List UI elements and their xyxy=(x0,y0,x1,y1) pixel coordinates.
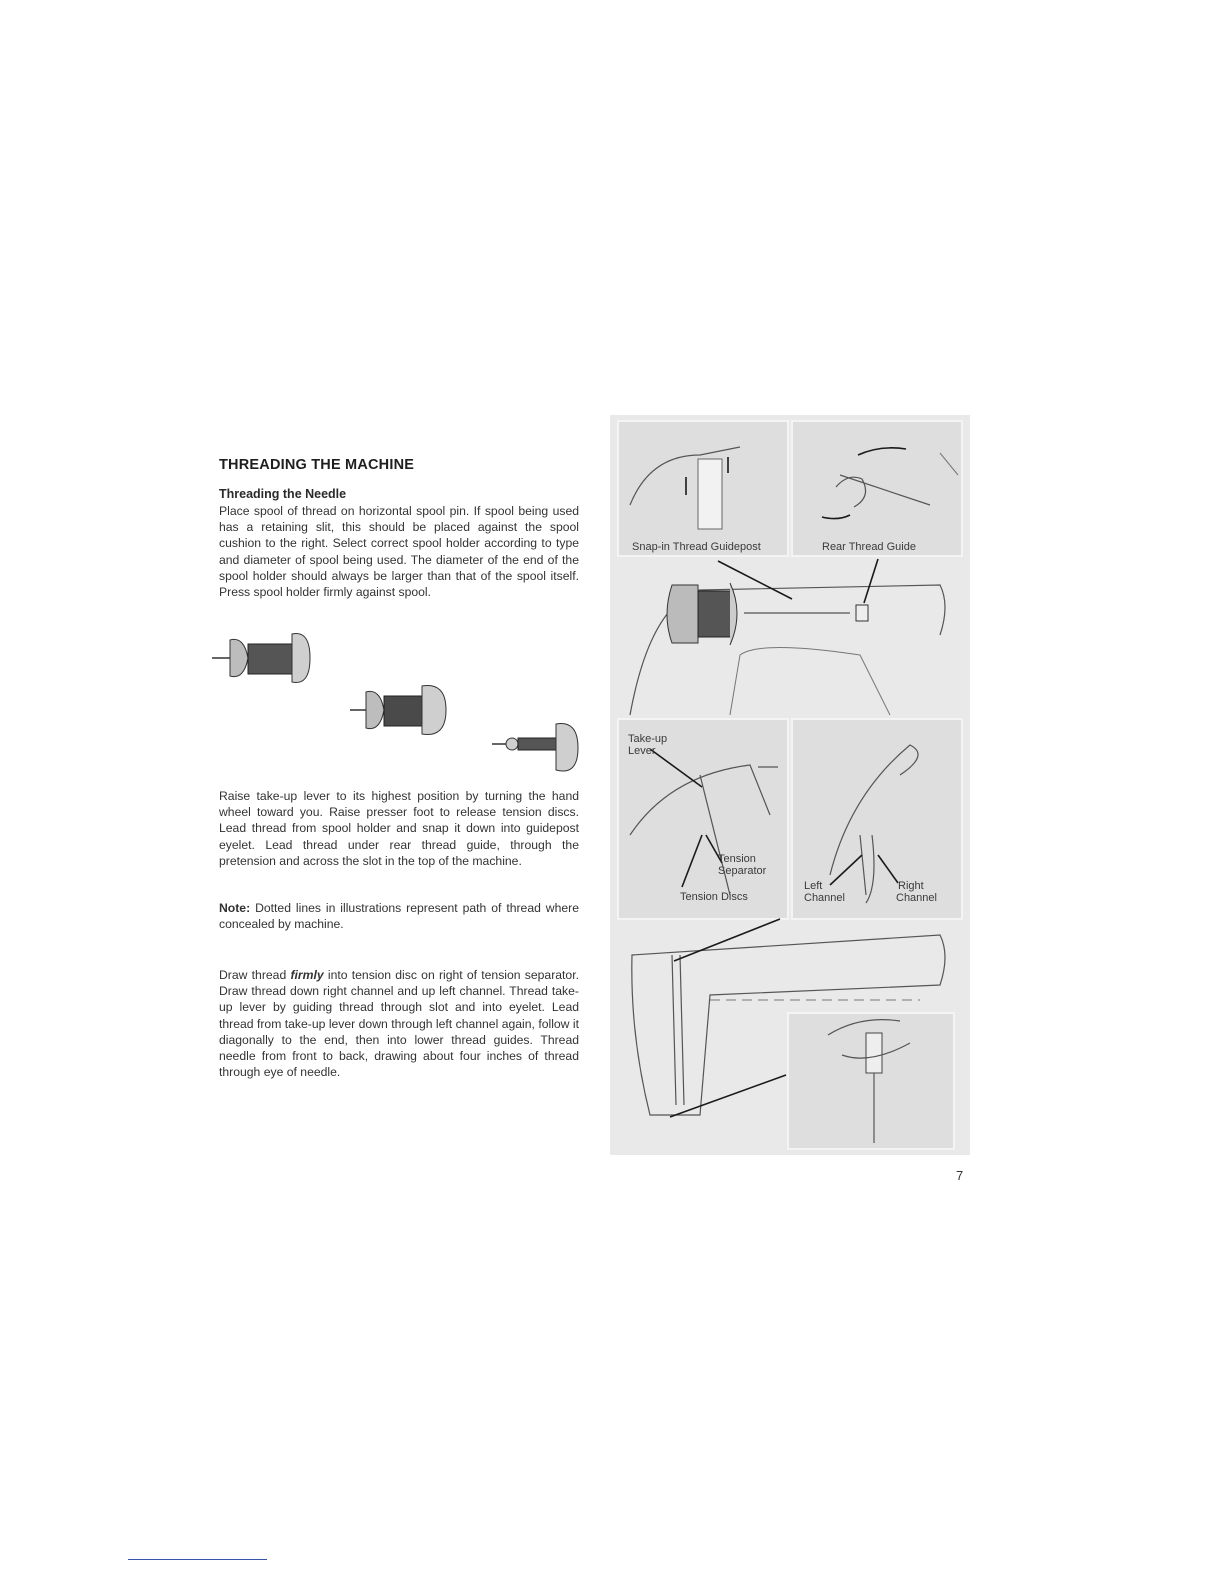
right-channel-label-line2: Channel xyxy=(896,892,937,904)
small-spool-holder-icon xyxy=(492,724,578,772)
spool-instructions-paragraph: Place spool of thread on horizontal spool pin. If spool being used has a retaining slit, this should be placed against the spool cushion to the right. Select correct spool holder according to type and diameter of spool being used. The diameter of the end of the spool holder should always be larger than that of the spool itself. Press spool holder firmly against spool. xyxy=(219,504,579,600)
large-spool-holder-icon xyxy=(212,634,310,683)
needle-text-before: Draw thread xyxy=(219,968,291,982)
needle-instructions-paragraph xyxy=(219,967,579,1080)
rear-guide-panel xyxy=(792,421,962,556)
section-heading: THREADING THE MACHINE xyxy=(219,457,415,473)
left-channel-label-line2: Channel xyxy=(804,892,845,904)
right-channel-label-line1: Right xyxy=(898,880,924,892)
note-label: Note: xyxy=(219,901,251,915)
tension-separator-label-line1: Tension xyxy=(718,853,756,865)
tension-discs-label: Tension Discs xyxy=(680,891,748,903)
left-channel-label-line1: Left xyxy=(804,880,823,892)
tension-separator-label-line2: Separator xyxy=(718,865,767,877)
page-number: 7 xyxy=(956,1168,964,1183)
threading-illustration xyxy=(610,415,970,1155)
takeup-instructions-paragraph: Raise take-up lever to its highest position by turning the hand wheel toward you. Raise presser foot to release tension discs. Lead thread from spool holder and snap it down into guidepost eyelet. Lead thread under rear thread guide, through the pretension and across the slot in the top of the machine. xyxy=(219,789,579,868)
guidepost-panel xyxy=(618,421,788,556)
spool-holder-illustrations xyxy=(210,630,590,780)
takeup-label-line1: Take-up xyxy=(628,733,668,745)
subsection-heading: Threading the Needle xyxy=(219,487,347,501)
note-paragraph xyxy=(219,900,579,932)
guidepost-label: Snap-in Thread Guidepost xyxy=(632,541,761,553)
firmly-emphasis: firmly xyxy=(290,968,324,982)
medium-spool-holder-icon xyxy=(350,686,446,735)
rear-guide-label: Rear Thread Guide xyxy=(822,541,916,553)
needle-text-after: into tension disc on right of tension separator. Draw thread down right channel and up left channel. Thread take-up lever by guiding thread through slot and into eyelet. Lead thread from take-up lever down through left channel again, follow it diagonally to the end, then into lower thread guides. Thread needle from front to back, drawing about four inches of thread through eye of needle. xyxy=(219,968,579,1080)
needle-detail-panel xyxy=(788,1013,954,1149)
footer-rule xyxy=(128,1559,267,1560)
note-text: Dotted lines in illustrations represent path of thread where concealed by machine. xyxy=(219,901,579,932)
takeup-label-line2: Lever xyxy=(628,745,656,757)
